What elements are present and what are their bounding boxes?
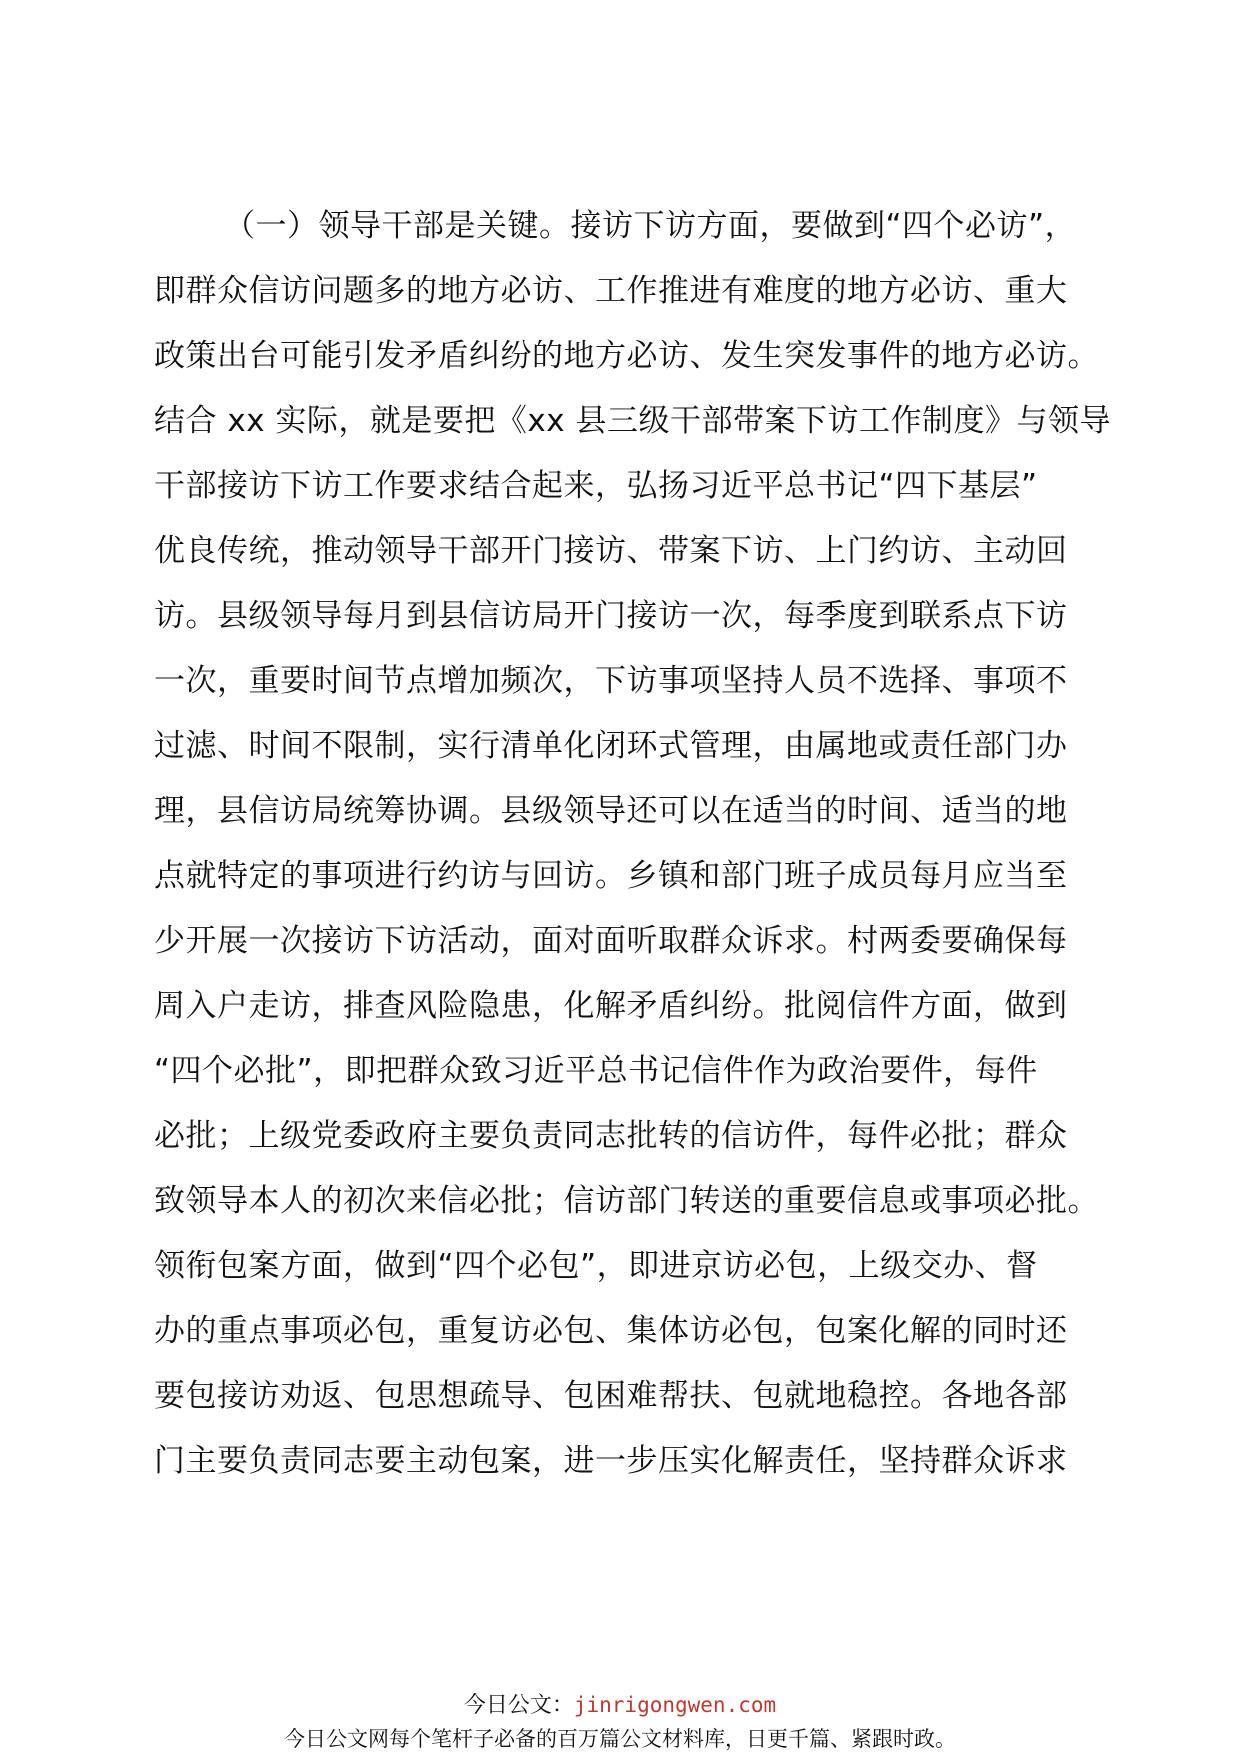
paragraph-line: 致领导本人的初次来信必批；信访部门转送的重要信息或事项必批。 [154, 1183, 1099, 1219]
paragraph-line: 即群众信访问题多的地方必访、工作推进有难度的地方必访、重大 [154, 273, 1068, 309]
paragraph-line: 领衔包案方面，做到“四个必包”，即进京访必包，上级交办、督 [154, 1248, 1038, 1284]
paragraph-line: 办的重点事项必包，重复访必包、集体访必包，包案化解的同时还 [154, 1313, 1068, 1349]
paragraph-line: 周入户走访，排查风险隐患，化解矛盾纠纷。批阅信件方面，做到 [154, 988, 1068, 1024]
paragraph-line: 门主要负责同志要主动包案，进一步压实化解责任，坚持群众诉求 [154, 1443, 1068, 1479]
footer-site-link[interactable]: jinrigongwen.com [573, 1693, 777, 1717]
paragraph-line: 少开展一次接访下访活动，面对面听取群众诉求。村两委要确保每 [154, 923, 1068, 959]
body-paragraph [154, 194, 1111, 1494]
paragraph-line: 必批；上级党委政府主要负责同志批转的信访件，每件必批；群众 [154, 1118, 1068, 1154]
paragraph-line: 干部接访下访工作要求结合起来，弘扬习近平总书记“四下基层” [154, 468, 1038, 504]
paragraph-line: 理，县信访局统筹协调。县级领导还可以在适当的时间、适当的地 [154, 793, 1068, 829]
footer-slogan: 今日公文网每个笔杆子必备的百万篇公文材料库，日更千篇、紧跟时政。 [284, 1727, 956, 1751]
paragraph-line: 点就特定的事项进行约访与回访。乡镇和部门班子成员每月应当至 [154, 858, 1068, 894]
paragraph-line: “四个必批”，即把群众致习近平总书记信件作为政治要件，每件 [154, 1053, 1038, 1089]
paragraph-line: 访。县级领导每月到县信访局开门接访一次，每季度到联系点下访 [154, 598, 1068, 634]
paragraph-line: 优良传统，推动领导干部开门接访、带案下访、上门约访、主动回 [154, 533, 1068, 569]
paragraph-line: 政策出台可能引发矛盾纠纷的地方必访、发生突发事件的地方必访。 [154, 338, 1099, 374]
paragraph-line: 过滤、时间不限制，实行清单化闭环式管理，由属地或责任部门办 [154, 728, 1068, 764]
footer-site-row [0, 1690, 1240, 1721]
paragraph-line: 要包接访劝返、包思想疏导、包困难帮扶、包就地稳控。各地各部 [154, 1378, 1068, 1414]
footer-site-label: 今日公文： [463, 1693, 574, 1718]
paragraph-line: （一）领导干部是关键。接访下访方面，要做到“四个必访”， [224, 208, 1077, 244]
paragraph-line: 一次，重要时间节点增加频次，下访事项坚持人员不选择、事项不 [154, 663, 1068, 699]
page-footer [0, 1690, 1240, 1755]
paragraph-line: 结合 xx 实际，就是要把《xx 县三级干部带案下访工作制度》与领导 [154, 403, 1111, 439]
